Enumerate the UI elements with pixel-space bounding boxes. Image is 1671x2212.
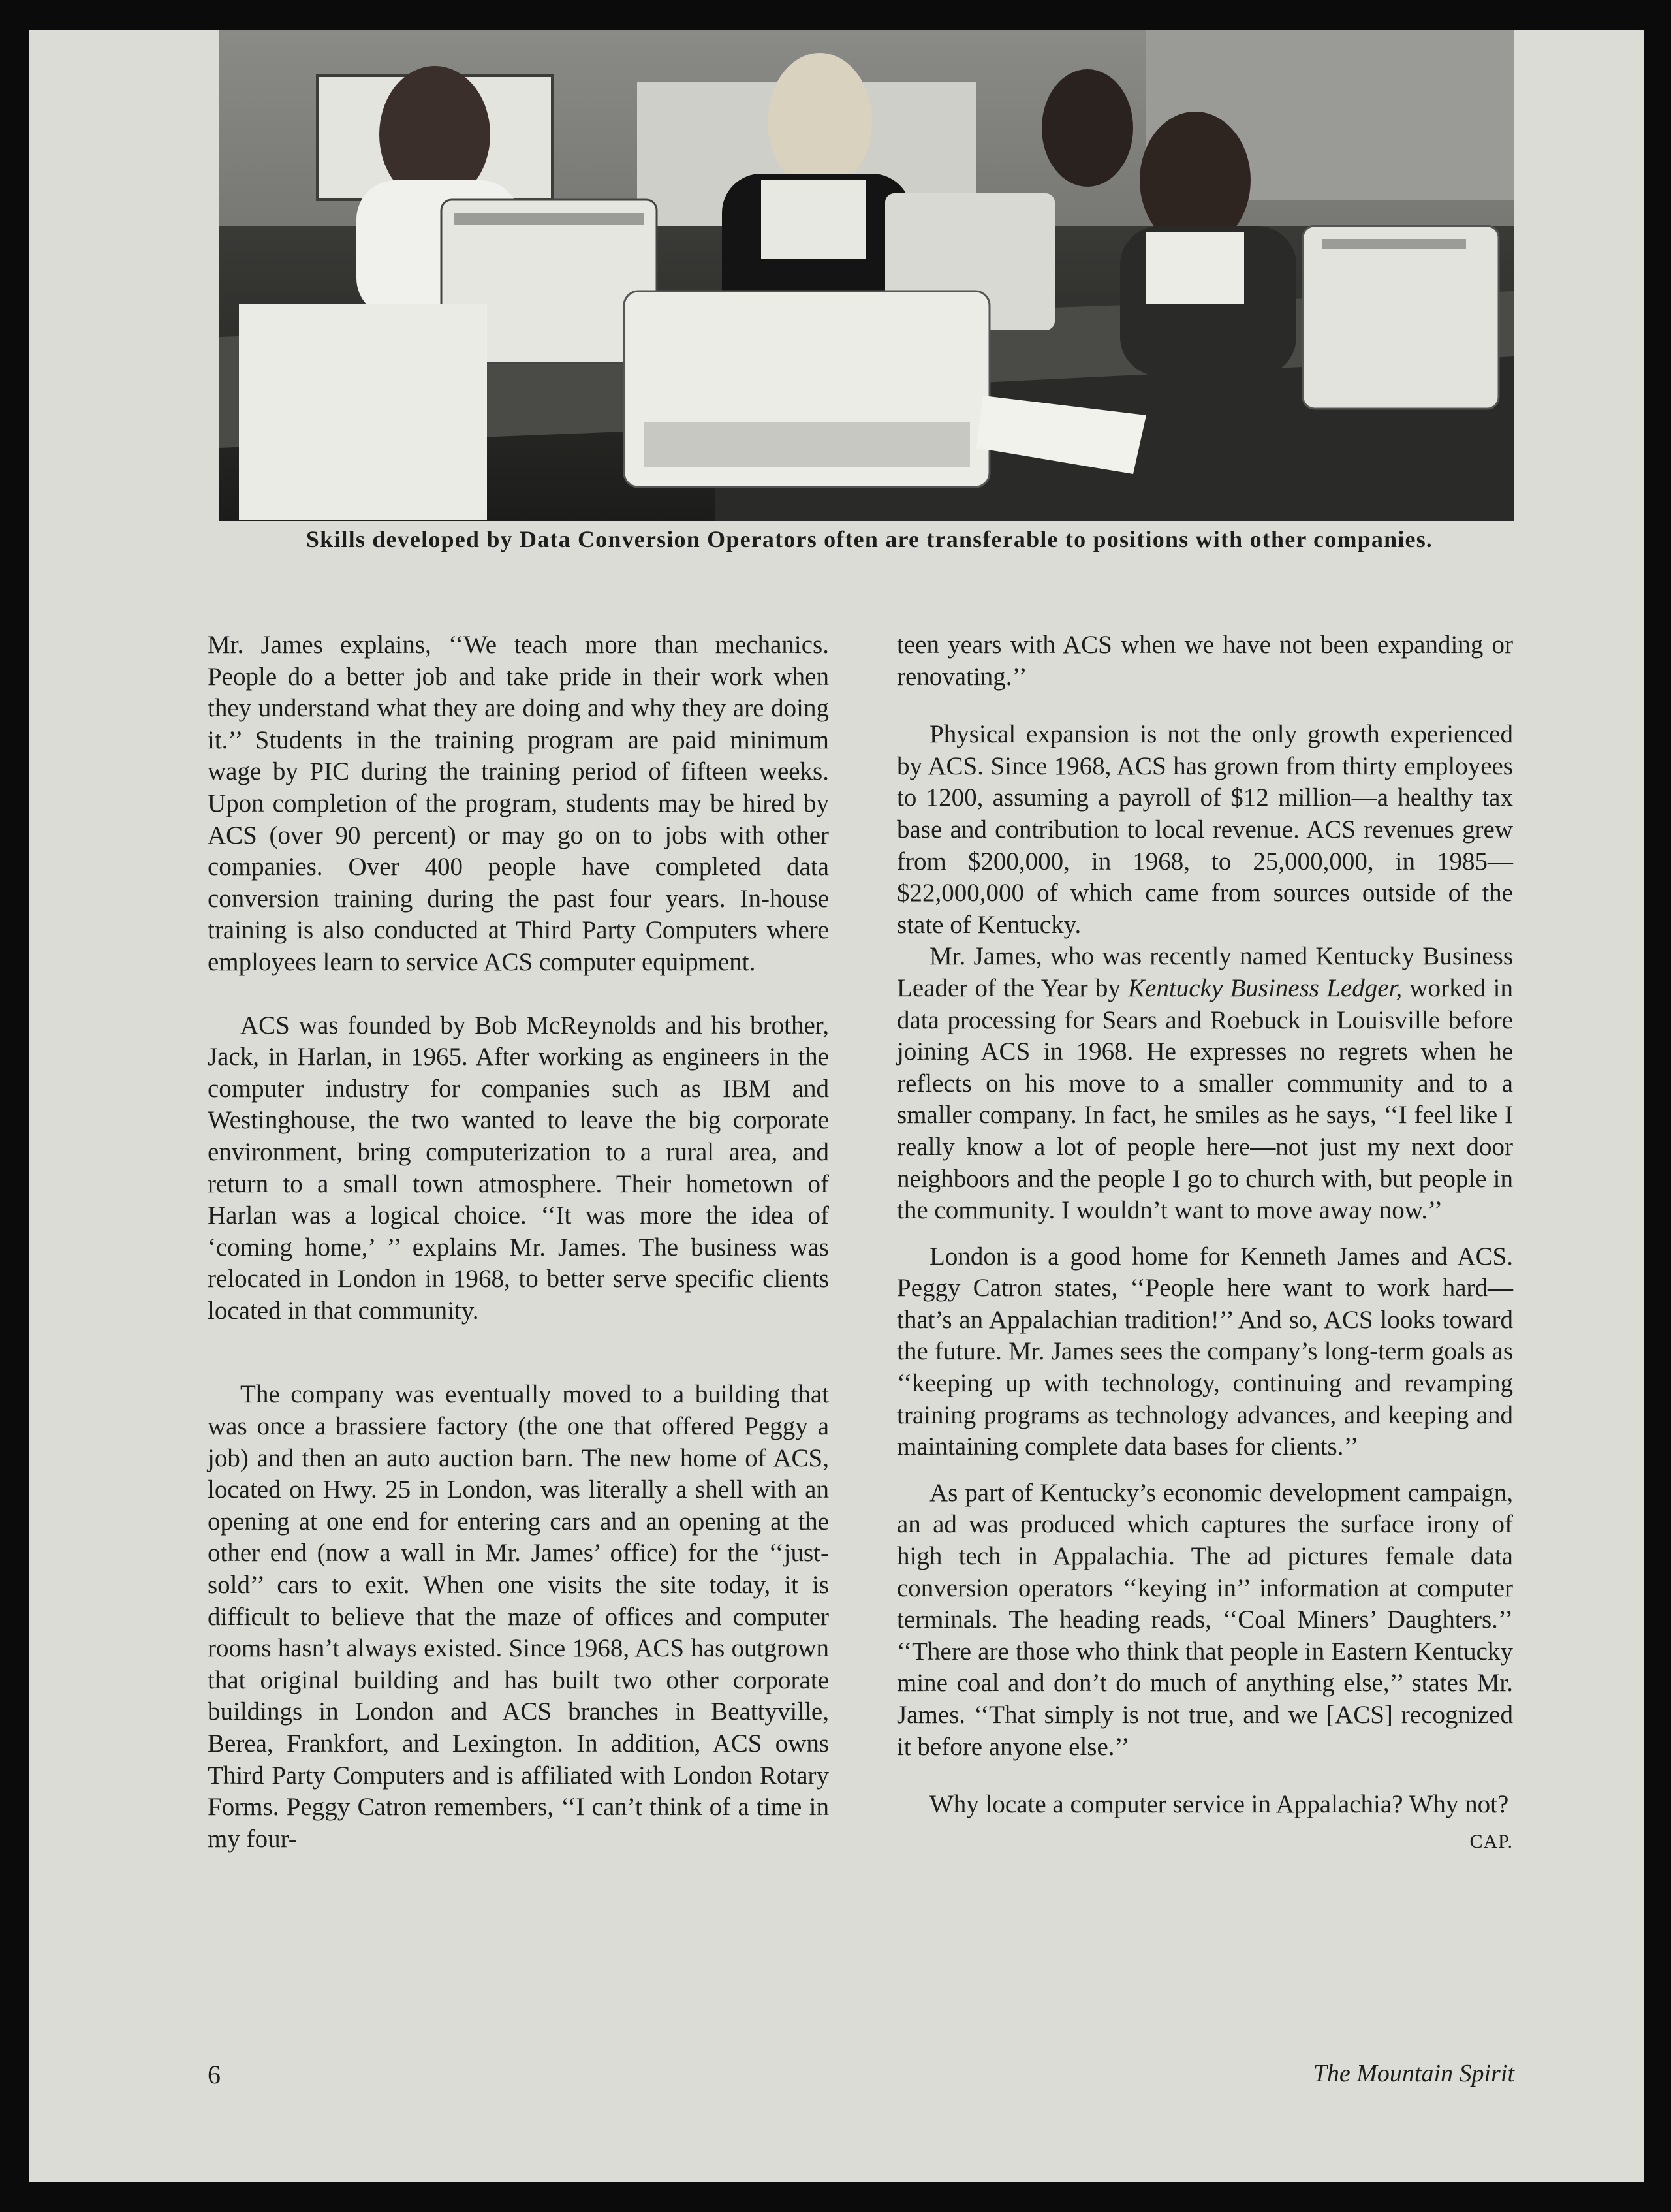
publication-title: The Mountain Spirit bbox=[1313, 2060, 1514, 2087]
paragraph bbox=[897, 941, 1513, 1226]
magazine-page bbox=[29, 30, 1644, 2182]
photo-illustration bbox=[219, 30, 1514, 521]
publication-name-italic: Kentucky Business Ledger, bbox=[1128, 973, 1403, 1002]
paragraph: As part of Kentucky’s economic development campaign, an ad was produced which captures the surface irony of high tech in Appalachia. The ad pictures female data conversion operators ‘‘keying in’’ information at computer terminals. The heading reads, ‘‘Coal Miners’ Daughters.’’ ‘‘There are those who think that people in Eastern Kentucky mine coal and don’t do much of anything else,’’ states Mr. James. ‘‘That simply is not true, and we [ACS] recognized it before anyone else.’’ bbox=[897, 1478, 1513, 1761]
author-initials: CAP. bbox=[1469, 1830, 1513, 1852]
paragraph: ACS was founded by Bob McReynolds and his brother, Jack, in Harlan, in 1965. After working as engineers in the computer industry for companies such as IBM and Westinghouse, the two wanted to leave the big corporate environment, bring computerization to a rural area, and return to a small town atmosphere. Their hometown of Harlan was a logical choice. ‘‘It was more the idea of ‘coming home,’ ’’ explains Mr. James. The business was relocated in London in 1968, to better serve specific clients located in that community. bbox=[208, 1011, 829, 1325]
paragraph-text: worked in data processing for Sears and Roebuck in Louisville before joining ACS in 1968. He expresses no regrets when he reflects on his move to a smaller community and to a smaller company. In fact, he smiles as he says, ‘‘I feel like I really know a lot of people here—not just my next door neighboors and the people I go to church with, but people in the community. I wouldn’t want to move away now.’’ bbox=[897, 973, 1513, 1225]
page-number: 6 bbox=[208, 2060, 221, 2089]
photo-data-conversion-operators bbox=[219, 30, 1514, 521]
paragraph bbox=[897, 1789, 1513, 1852]
photo-caption: Skills developed by Data Conversion Operators often are transferable to positions with other companies. bbox=[305, 526, 1433, 552]
paragraph: Mr. James explains, ‘‘We teach more than mechanics. People do a better job and take pride in their work when they understand what they are doing and why they are doing it.’’ Students in the training program are paid minimum wage by PIC during the training period of fifteen weeks. Upon completion of the program, students may be hired by ACS (over 90 percent) or may go on to jobs with other companies. Over 400 people have completed data conversion training during the past four years. In-house training is also conducted at Third Party Computers where employees learn to service ACS computer equipment. bbox=[208, 631, 829, 976]
paragraph: The company was eventually moved to a building that was once a brassiere factory (the one that offered Peggy a job) and then an auto auction barn. The new home of ACS, located on Hwy. 25 in London, was literally a shell with an opening at one end for entering cars and an opening at the other end (now a wall in Mr. James’ office) for the ‘‘just-sold’’ cars to exit. When one visits the site today, it is difficult to believe that the maze of offices and computer rooms hasn’t always existed. Since 1968, ACS has outgrown that original building and has built two other corporate buildings in London and ACS branches in Beattyville, Berea, Frankfort, and Lexington. In addition, ACS owns Third Party Computers and is affiliated with London Rotary Forms. Peggy Catron remembers, ‘‘I can’t think of a time in my four- bbox=[208, 1380, 829, 1853]
article-right-column bbox=[897, 629, 1513, 1857]
paragraph: London is a good home for Kenneth James and ACS. Peggy Catron states, ‘‘People here want to work hard—that’s an Appalachian tradition!’’ And so, ACS looks toward the future. Mr. James sees the company’s long-term goals as ‘‘keeping up with technology, continuing and revamping training programs as technology advances, and keeping and maintaining complete data bases for clients.’’ bbox=[897, 1242, 1513, 1461]
paragraph: Physical expansion is not the only growth experienced by ACS. Since 1968, ACS has grown from thirty employees to 1200, assuming a payroll of $12 million—a healthy tax base and contribution to local revenue. ACS revenues grew from $200,000, in 1968, to 25,000,000, in 1985—$22,000,000 of which came from sources outside of the state of Kentucky. bbox=[897, 720, 1513, 939]
closing-question: Why locate a computer service in Appalachia? Why not? bbox=[929, 1790, 1509, 1819]
paragraph-text: Mr. James, who was recently named Kentucky Business Leader of the Year by bbox=[897, 942, 1513, 1002]
article-left-column bbox=[208, 629, 829, 1855]
paragraph: teen years with ACS when we have not been expanding or renovating.’’ bbox=[897, 631, 1513, 691]
